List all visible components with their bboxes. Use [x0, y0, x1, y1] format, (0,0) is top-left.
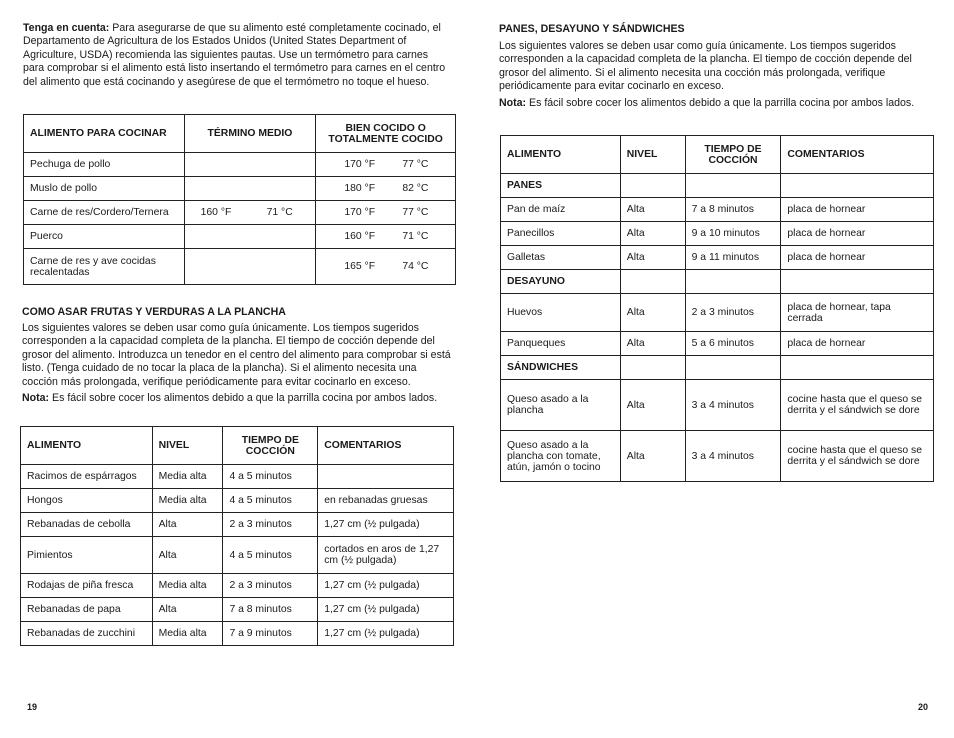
table-row — [21, 622, 454, 646]
bread-section-note — [499, 97, 949, 110]
table-row — [21, 574, 454, 598]
comments-cell: cocine hasta que el queso se derrita y el sándwich se dore — [781, 431, 934, 482]
fruit-section-note — [22, 392, 462, 405]
fruit-note-label: Nota: — [22, 392, 50, 404]
level-cell: Alta — [152, 598, 223, 622]
food-cell: Panecillos — [501, 222, 621, 246]
comments-cell: cocine hasta que el queso se derrita y el sándwich se dore — [781, 380, 934, 431]
food-cell: Huevos — [501, 294, 621, 332]
section-row — [501, 270, 934, 294]
section-label: PANES — [501, 174, 621, 198]
celsius-value: 82 °C — [402, 183, 429, 194]
bread-header-level: NIVEL — [620, 136, 685, 174]
fruit-header-level: NIVEL — [152, 427, 223, 465]
time-cell: 7 a 9 minutos — [223, 622, 318, 646]
table-row — [501, 294, 934, 332]
level-cell: Media alta — [152, 465, 223, 489]
fruit-section-paragraph: Los siguientes valores se deben usar como guía únicamente. Los tiempos sugeridos corresponden a la capacidad completa de la plancha. El tiempo de cocción depende del grosor del alimento. Introduzca un tenedor en el centro del alimento para comprobar si está listo. (Tenga cuidado de no tocar la placa de la plancha). Si el alimento necesita una cocción más prolongada, verifique periódicamente para evitar cocinarlo en exceso. — [22, 322, 451, 388]
comments-cell: placa de hornear — [781, 222, 934, 246]
time-cell: 2 a 3 minutos — [685, 294, 781, 332]
section-row — [501, 174, 934, 198]
comments-cell: cortados en aros de 1,27 cm (½ pulgada) — [318, 537, 454, 574]
time-cell: 3 a 4 minutos — [685, 431, 781, 482]
section-row — [501, 356, 934, 380]
fruit-header-food: ALIMENTO — [21, 427, 153, 465]
level-cell: Media alta — [152, 574, 223, 598]
comments-cell — [318, 465, 454, 489]
time-cell: 2 a 3 minutos — [223, 574, 318, 598]
time-cell: 4 a 5 minutos — [223, 489, 318, 513]
medium-temp-cell — [184, 249, 316, 285]
table-row — [21, 465, 454, 489]
right-page — [477, 0, 954, 738]
temp-header-medium: TÉRMINO MEDIO — [184, 115, 316, 153]
intro-text: Para asegurarse de que su alimento esté completamente cocinado, el Departamento de Agricultura de los Estados Unidos (United States Department of Agriculture, USDA) recomienda las siguientes pautas. Use un termómetro para carnes para comprobar si el alimento está listo insertando el termómetro para carnes en el centro del alimento que está cocinando y asegúrese de que el termómetro no toque el hueso. — [23, 22, 446, 88]
level-cell: Alta — [620, 222, 685, 246]
comments-cell: placa de hornear — [781, 246, 934, 270]
time-cell: 7 a 8 minutos — [223, 598, 318, 622]
fruit-table-body — [21, 465, 454, 646]
level-cell: Alta — [620, 198, 685, 222]
table-row — [21, 513, 454, 537]
food-cell: Queso asado a la plancha — [501, 380, 621, 431]
level-cell: Media alta — [152, 489, 223, 513]
food-cell: Pan de maíz — [501, 198, 621, 222]
food-cell: Panqueques — [501, 332, 621, 356]
fahrenheit-value: 170 °F — [344, 159, 376, 170]
food-cell: Rebanadas de zucchini — [21, 622, 153, 646]
celsius-value: 77 °C — [402, 159, 429, 170]
comments-cell: 1,27 cm (½ pulgada) — [318, 622, 454, 646]
done-temp-cell — [316, 225, 456, 249]
table-row — [501, 332, 934, 356]
page-number-right: 20 — [918, 702, 929, 712]
fahrenheit-value: 170 °F — [344, 207, 376, 218]
empty-cell — [781, 174, 934, 198]
celsius-value: 74 °C — [402, 261, 429, 272]
doneness-temperature-table — [23, 114, 456, 285]
table-row — [501, 198, 934, 222]
food-cell: Pechuga de pollo — [24, 153, 185, 177]
time-cell: 9 a 11 minutos — [685, 246, 781, 270]
food-cell: Queso asado a la plancha con tomate, atún, jamón o tocino — [501, 431, 621, 482]
food-cell: Rebanadas de cebolla — [21, 513, 153, 537]
table-row — [501, 380, 934, 431]
time-cell: 4 a 5 minutos — [223, 537, 318, 574]
food-cell: Rebanadas de papa — [21, 598, 153, 622]
fahrenheit-value: 160 °F — [200, 207, 232, 218]
comments-cell: placa de hornear — [781, 198, 934, 222]
level-cell: Alta — [152, 537, 223, 574]
empty-cell — [685, 174, 781, 198]
bread-note-label: Nota: — [499, 97, 527, 109]
medium-temp-cell — [184, 153, 316, 177]
food-cell: Carne de res y ave cocidas recalentadas — [24, 249, 185, 285]
done-temp-cell — [316, 153, 456, 177]
table-row — [24, 249, 456, 285]
celsius-value: 71 °C — [402, 231, 429, 242]
section-label: SÁNDWICHES — [501, 356, 621, 380]
empty-cell — [620, 174, 685, 198]
time-cell: 3 a 4 minutos — [685, 380, 781, 431]
food-cell: Muslo de pollo — [24, 177, 185, 201]
table-row — [24, 201, 456, 225]
medium-temp-cell — [184, 225, 316, 249]
food-cell: Carne de res/Cordero/Ternera — [24, 201, 185, 225]
empty-cell — [620, 356, 685, 380]
comments-cell: placa de hornear — [781, 332, 934, 356]
level-cell: Alta — [620, 431, 685, 482]
table-row — [501, 222, 934, 246]
celsius-value: 71 °C — [266, 207, 293, 218]
empty-cell — [685, 270, 781, 294]
time-cell: 7 a 8 minutos — [685, 198, 781, 222]
table-row — [501, 431, 934, 482]
table-row — [24, 177, 456, 201]
food-cell: Galletas — [501, 246, 621, 270]
bread-header-comments: COMENTARIOS — [781, 136, 934, 174]
medium-temp-cell — [184, 177, 316, 201]
comments-cell: 1,27 cm (½ pulgada) — [318, 513, 454, 537]
table-row — [21, 598, 454, 622]
comments-cell: 1,27 cm (½ pulgada) — [318, 598, 454, 622]
time-cell: 2 a 3 minutos — [223, 513, 318, 537]
temp-table-body — [24, 153, 456, 285]
food-cell: Puerco — [24, 225, 185, 249]
time-cell: 4 a 5 minutos — [223, 465, 318, 489]
fruit-section-heading: COMO ASAR FRUTAS Y VERDURAS A LA PLANCHA — [22, 306, 286, 318]
fahrenheit-value: 180 °F — [344, 183, 376, 194]
bread-section-heading: PANES, DESAYUNO Y SÁNDWICHES — [499, 23, 685, 35]
bread-header-food: ALIMENTO — [501, 136, 621, 174]
celsius-value: 77 °C — [402, 207, 429, 218]
level-cell: Alta — [152, 513, 223, 537]
bread-note-text: Es fácil sobre cocer los alimentos debido a que la parrilla cocina por ambos lados. — [526, 97, 915, 109]
fruit-header-comments: COMENTARIOS — [318, 427, 454, 465]
comments-cell: en rebanadas gruesas — [318, 489, 454, 513]
bread-breakfast-sandwich-table — [500, 135, 934, 482]
bread-table-body — [501, 174, 934, 482]
food-cell: Racimos de espárragos — [21, 465, 153, 489]
comments-cell: placa de hornear, tapa cerrada — [781, 294, 934, 332]
usda-intro-paragraph — [23, 22, 448, 89]
level-cell: Alta — [620, 332, 685, 356]
temp-header-done: BIEN COCIDO O TOTALMENTE COCIDO — [316, 115, 456, 153]
fruit-header-time: TIEMPO DE COCCIÓN — [223, 427, 318, 465]
table-row — [21, 537, 454, 574]
page-number-left: 19 — [27, 702, 38, 712]
level-cell: Alta — [620, 380, 685, 431]
bread-header-time: TIEMPO DE COCCIÓN — [685, 136, 781, 174]
table-row — [21, 489, 454, 513]
comments-cell: 1,27 cm (½ pulgada) — [318, 574, 454, 598]
section-label: DESAYUNO — [501, 270, 621, 294]
fahrenheit-value: 160 °F — [344, 231, 376, 242]
fruit-note-text: Es fácil sobre cocer los alimentos debido a que la parrilla cocina por ambos lados. — [49, 392, 438, 404]
time-cell: 5 a 6 minutos — [685, 332, 781, 356]
empty-cell — [685, 356, 781, 380]
table-row — [501, 246, 934, 270]
temp-header-food: ALIMENTO PARA COCINAR — [24, 115, 185, 153]
empty-cell — [620, 270, 685, 294]
medium-temp-cell — [184, 201, 316, 225]
done-temp-cell — [316, 177, 456, 201]
food-cell: Rodajas de piña fresca — [21, 574, 153, 598]
intro-label: Tenga en cuenta: — [23, 22, 110, 34]
table-row — [24, 153, 456, 177]
bread-section-paragraph: Los siguientes valores se deben usar como guía únicamente. Los tiempos sugeridos corresponden a la capacidad completa de la plancha. El tiempo de cocción depende del grosor del alimento. Si el alimento necesita una cocción más prolongada, verifique periódicamente para evitar cocinarlo en exceso. — [499, 40, 912, 93]
level-cell: Alta — [620, 246, 685, 270]
time-cell: 9 a 10 minutos — [685, 222, 781, 246]
food-cell: Hongos — [21, 489, 153, 513]
done-temp-cell — [316, 249, 456, 285]
food-cell: Pimientos — [21, 537, 153, 574]
done-temp-cell — [316, 201, 456, 225]
empty-cell — [781, 270, 934, 294]
fruit-vegetable-table — [20, 426, 454, 646]
level-cell: Media alta — [152, 622, 223, 646]
level-cell: Alta — [620, 294, 685, 332]
empty-cell — [781, 356, 934, 380]
table-row — [24, 225, 456, 249]
fahrenheit-value: 165 °F — [344, 261, 376, 272]
